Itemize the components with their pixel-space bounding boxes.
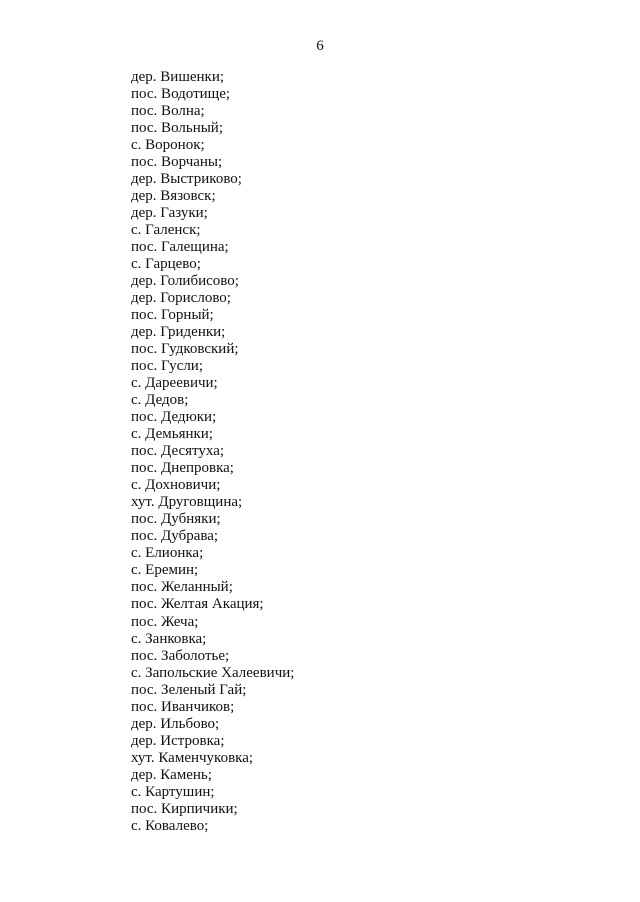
settlement-item: с. Картушин;	[131, 783, 215, 800]
settlement-item: пос. Гусли;	[131, 358, 203, 375]
settlement-item: пос. Десятуха;	[131, 443, 225, 460]
settlement-item: с. Гарцево;	[131, 256, 201, 273]
settlement-item: дер. Горислово;	[131, 290, 231, 307]
settlement-item: пос. Дубрава;	[131, 528, 219, 545]
settlement-item: пос. Дедюки;	[131, 409, 217, 426]
page-number: 6	[316, 38, 324, 54]
settlement-item: дер. Голибисово;	[131, 273, 239, 290]
settlement-item: с. Дареевичи;	[131, 375, 218, 392]
settlement-item: пос. Желтая Акация;	[131, 596, 264, 613]
settlement-item: дер. Истровка;	[131, 732, 225, 749]
settlement-item: пос. Галещина;	[131, 239, 229, 256]
settlement-item: с. Галенск;	[131, 222, 201, 239]
settlement-item: пос. Волна;	[131, 103, 205, 120]
settlement-item: хут. Каменчуковка;	[131, 749, 254, 766]
settlement-item: пос. Зеленый Гай;	[131, 681, 247, 698]
settlement-item: пос. Вольный;	[131, 120, 223, 137]
settlement-item: пос. Желанный;	[131, 579, 233, 596]
settlement-item: с. Запольские Халеевичи;	[131, 664, 295, 681]
settlement-item: с. Еремин;	[131, 562, 199, 579]
settlement-item: с. Занковка;	[131, 630, 207, 647]
settlement-item: дер. Выстриково;	[131, 171, 242, 188]
settlement-item: пос. Водотище;	[131, 86, 231, 103]
settlement-item: пос. Горный;	[131, 307, 214, 324]
settlement-item: дер. Вязовск;	[131, 188, 216, 205]
settlement-item: с. Елионка;	[131, 545, 204, 562]
settlement-item: с. Дедов;	[131, 392, 189, 409]
settlement-item: с. Воронок;	[131, 137, 205, 154]
settlement-item: с. Демьянки;	[131, 426, 213, 443]
settlement-item: пос. Заболотье;	[131, 647, 230, 664]
settlement-item: дер. Газуки;	[131, 205, 208, 222]
settlement-list	[131, 69, 294, 835]
settlement-item: хут. Друговщина;	[131, 494, 243, 511]
settlement-item: пос. Дубняки;	[131, 511, 221, 528]
settlement-item: с. Ковалево;	[131, 817, 209, 834]
settlement-item: пос. Кирпичики;	[131, 800, 238, 817]
settlement-item: пос. Днепровка;	[131, 460, 234, 477]
settlement-item: дер. Вишенки;	[131, 69, 225, 85]
settlement-item: дер. Ильбово;	[131, 715, 220, 732]
settlement-item: дер. Гриденки;	[131, 324, 226, 341]
settlement-item: пос. Жеча;	[131, 613, 199, 630]
settlement-item: пос. Гудковский;	[131, 341, 239, 358]
settlement-item: пос. Иванчиков;	[131, 698, 235, 715]
settlement-item: с. Дохновичи;	[131, 477, 221, 494]
settlement-item: дер. Камень;	[131, 766, 212, 783]
settlement-item: пос. Ворчаны;	[131, 154, 223, 171]
